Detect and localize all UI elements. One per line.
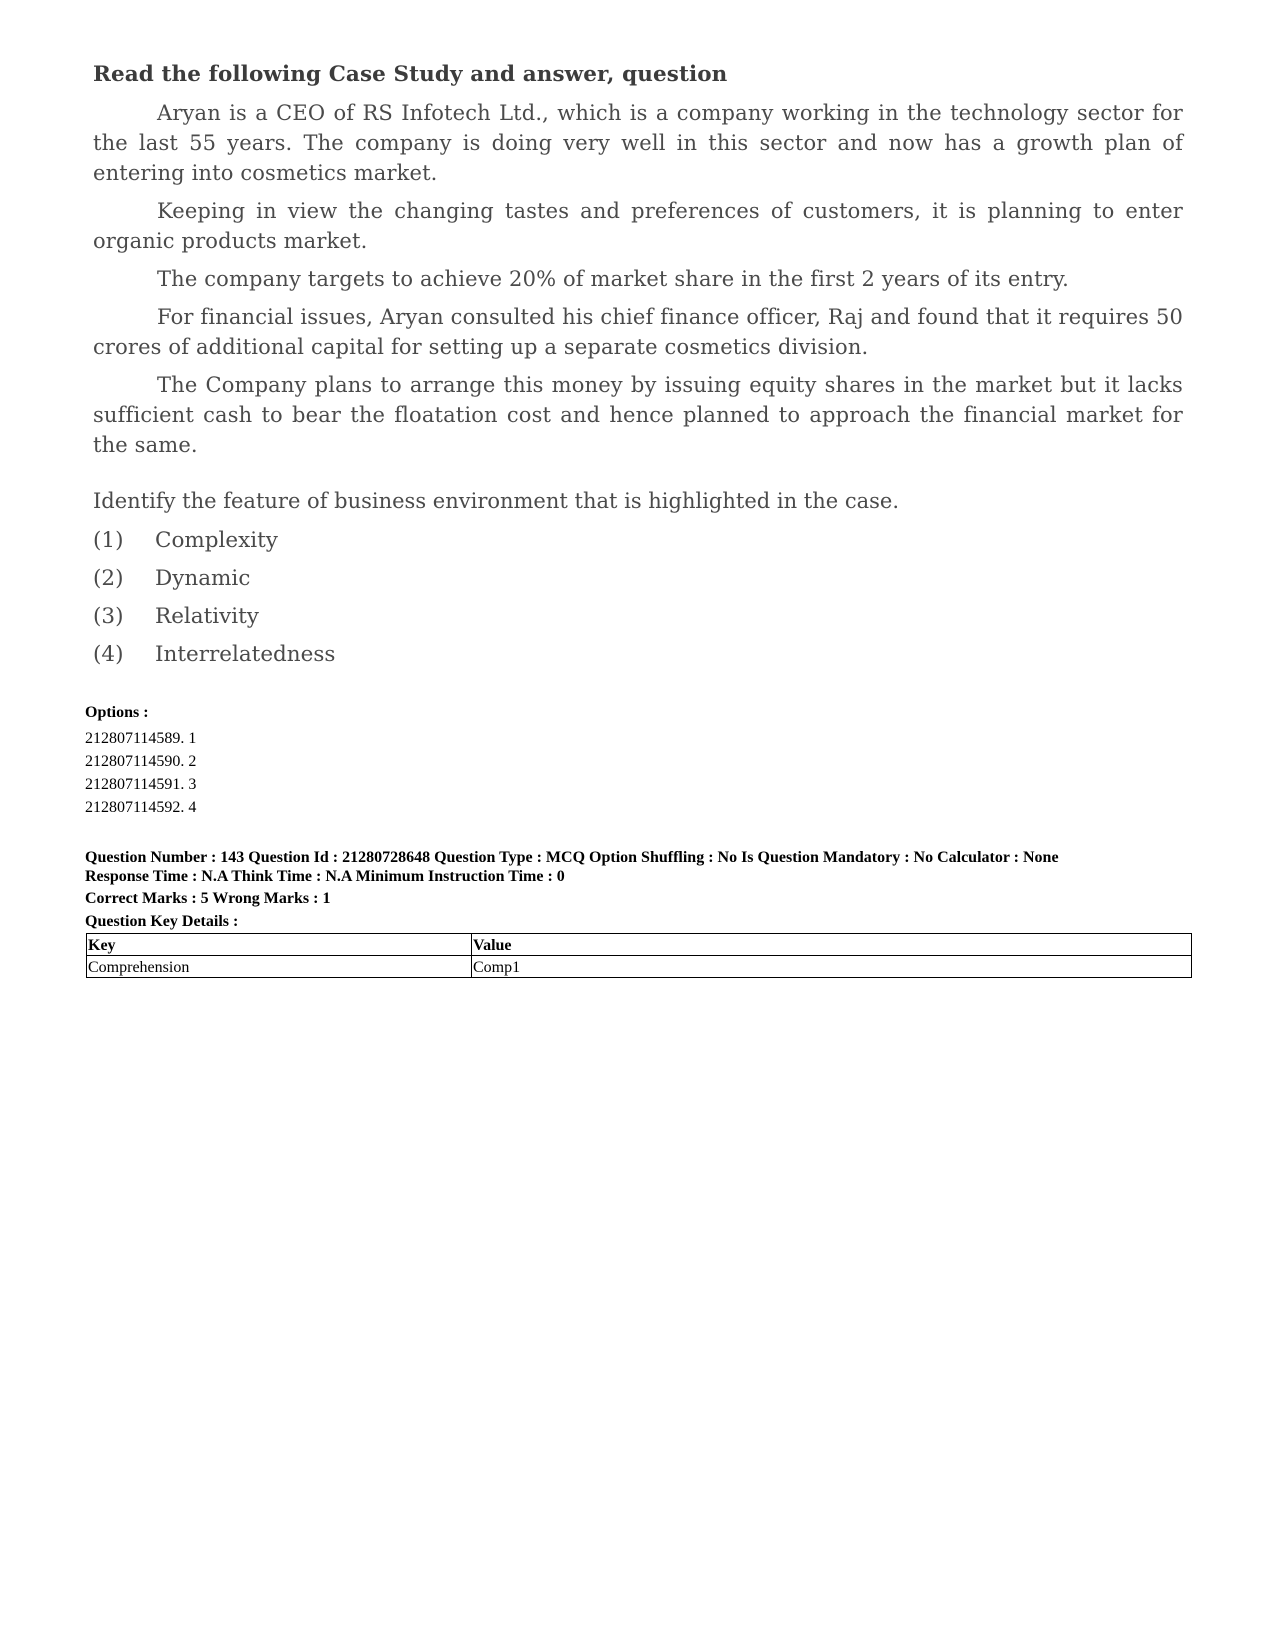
case-study-image bbox=[93, 62, 1183, 674]
key-details-table bbox=[86, 933, 1192, 978]
choice-text: Relativity bbox=[155, 604, 259, 629]
choice-3 bbox=[93, 598, 1183, 636]
choice-number: (3) bbox=[93, 604, 124, 629]
option-item: 212807114589. 1 bbox=[85, 730, 197, 747]
choice-text: Complexity bbox=[155, 528, 278, 553]
option-item: 212807114591. 3 bbox=[85, 776, 197, 793]
header-value: Value bbox=[472, 934, 1192, 956]
choice-number: (2) bbox=[93, 566, 124, 591]
options-list bbox=[85, 727, 1200, 819]
case-paragraph-5: The Company plans to arrange this money by issuing equity shares in the market but it lacks sufficient cash to bear the floatation cost and hence planned to approach the financial market for the same. bbox=[93, 373, 1183, 457]
options-heading: Options : bbox=[85, 704, 149, 721]
choice-4 bbox=[93, 636, 1183, 674]
question-info-line-2: Response Time : N.A Think Time : N.A Minimum Instruction Time : 0 bbox=[85, 868, 565, 885]
choice-number: (1) bbox=[93, 528, 124, 553]
cell-value: Comp1 bbox=[472, 956, 1192, 978]
choice-text: Interrelatedness bbox=[155, 642, 336, 667]
case-paragraph-4: For financial issues, Aryan consulted his chief finance officer, Raj and found that it requires 50 crores of additional capital for setting up a separate cosmetics division. bbox=[93, 305, 1183, 359]
choice-1 bbox=[93, 522, 1183, 560]
cell-key: Comprehension bbox=[87, 956, 472, 978]
case-paragraph-1: Aryan is a CEO of RS Infotech Ltd., which is a company working in the technology sector for the last 55 years. The company is doing very well in this sector and now has a growth plan of entering into cosmetics market. bbox=[93, 101, 1183, 185]
case-paragraph-3: The company targets to achieve 20% of market share in the first 2 years of its entry. bbox=[157, 267, 1069, 291]
case-paragraph-2: Keeping in view the changing tastes and preferences of customers, it is planning to enter organic products market. bbox=[93, 199, 1183, 253]
table-row bbox=[87, 956, 1192, 978]
choice-2 bbox=[93, 560, 1183, 598]
marks-info: Correct Marks : 5 Wrong Marks : 1 bbox=[85, 890, 331, 907]
table-header-row bbox=[87, 934, 1192, 956]
option-item: 212807114592. 4 bbox=[85, 799, 197, 816]
case-study-title: Read the following Case Study and answer, question bbox=[93, 62, 728, 87]
question-info bbox=[85, 848, 1200, 886]
option-item: 212807114590. 2 bbox=[85, 753, 197, 770]
question-prompt: Identify the feature of business environment that is highlighted in the case. bbox=[93, 489, 900, 513]
header-key: Key bbox=[87, 934, 472, 956]
question-info-line-1: Question Number : 143 Question Id : 21280728648 Question Type : MCQ Option Shuffling : No Is Question Mandatory : No Calculator : None bbox=[85, 849, 1059, 866]
key-details-heading: Question Key Details : bbox=[85, 913, 239, 930]
choice-number: (4) bbox=[93, 642, 124, 667]
choice-text: Dynamic bbox=[155, 566, 251, 591]
